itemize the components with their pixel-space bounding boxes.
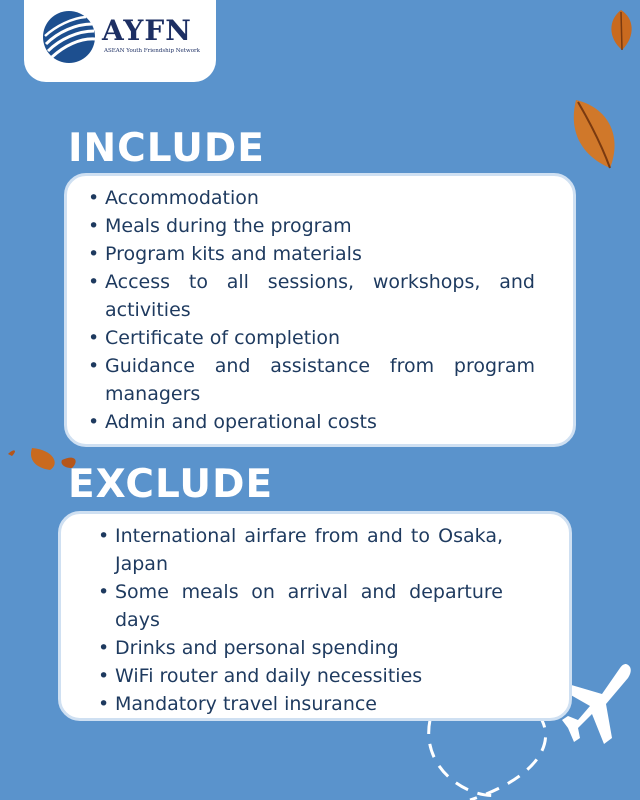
list-item: • Accommodation [105,184,535,212]
include-heading: INCLUDE [68,126,265,171]
list-item: • WiFi router and daily necessities [115,662,503,690]
exclude-panel [58,511,572,721]
brand-name: AYFN [102,14,192,47]
brand-tagline: ASEAN Youth Friendship Network [104,48,200,54]
globe-logo-icon [42,10,96,64]
autumn-leaf-icon [604,8,638,52]
list-item: • Mandatory travel insurance [115,690,503,718]
include-panel [64,173,576,447]
list-item: • Guidance and assistance from program managers [105,352,535,408]
list-item: • International airfare from and to Osaka, Japan [115,522,503,578]
include-list [105,184,535,436]
list-item: • Access to all sessions, workshops, and activities [105,268,535,324]
exclude-heading: EXCLUDE [68,462,274,507]
list-item: • Program kits and materials [105,240,535,268]
logo-card [24,0,216,82]
airplane-icon [560,660,640,750]
list-item: • Meals during the program [105,212,535,240]
autumn-leaf-icon [566,96,622,172]
list-item: • Admin and operational costs [105,408,535,436]
list-item: • Drinks and personal spending [115,634,503,662]
exclude-list [115,522,503,718]
list-item: • Certificate of completion [105,324,535,352]
list-item: • Some meals on arrival and departure days [115,578,503,634]
